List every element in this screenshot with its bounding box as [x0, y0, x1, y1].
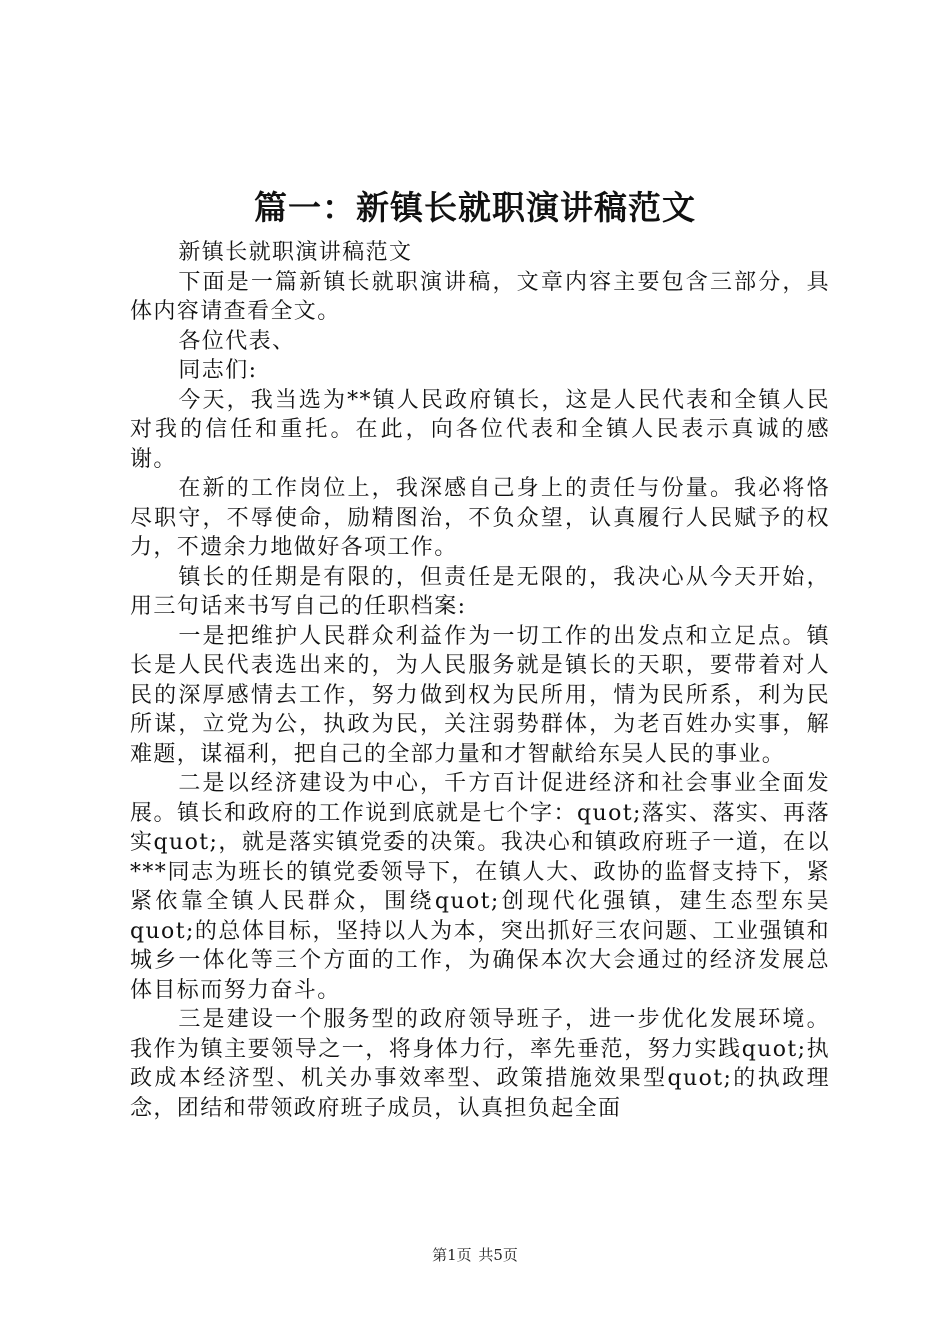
paragraph-point-one: 一是把维护人民群众利益作为一切工作的出发点和立足点。镇长是人民代表选出来的，为人民服务就是镇长的天职，要带着对人民的深厚感情去工作，努力做到权为民所用，情为民所系，利为民所谋，立党为公，执政为民，关注弱势群体，为老百姓办实事，解难题，谋福利，把自己的全部力量和才智献给东吴人民的事业。: [130, 623, 830, 767]
paragraph-subtitle: 新镇长就职演讲稿范文: [178, 240, 413, 265]
paragraph-salutation-1: 各位代表、: [178, 328, 296, 354]
paragraph-gratitude: 今天，我当选为**镇人民政府镇长，这是人民代表和全镇人民对我的信任和重托。在此，向各位代表和全镇人民表示真诚的感谢。: [130, 387, 830, 472]
paragraph-salutation-2: 同志们:: [178, 358, 258, 383]
page-number: 第1页: [432, 1246, 472, 1264]
paragraph-point-three: 三是建设一个服务型的政府领导班子，进一步优化发展环境。我作为镇主要领导之一，将身体力行，率先垂范，努力实践quot;执政成本经济型、机关办事效率型、政策措施效果型quot;的执政理念，团结和带领政府班子成员，认真担负起全面: [130, 1007, 830, 1121]
paragraph-point-two: 二是以经济建设为中心，千方百计促进经济和社会事业全面发展。镇长和政府的工作说到底就是七个字：quot;落实、落实、再落实quot;，就是落实镇党委的决策。我决心和镇政府班子一道，在以***同志为班长的镇党委领导下，在镇人大、政协的监督支持下，紧紧依靠全镇人民群众，围绕quot;创现代化强镇，建生态型东吴quot;的总体目标，坚持以人为本，突出抓好三农问题、工业强镇和城乡一体化等三个方面的工作，为确保本次大会通过的经济发展总体目标而努力奋斗。: [130, 771, 830, 1003]
paragraph-term: 镇长的任期是有限的，但责任是无限的，我决心从今天开始，用三句话来书写自己的任职档案:: [130, 564, 830, 619]
paragraph-responsibility: 在新的工作岗位上，我深感自己身上的责任与份量。我必将恪尽职守，不辱使命，励精图治，不负众望，认真履行人民赋予的权力，不遗余力地做好各项工作。: [130, 476, 830, 560]
page-footer: [0, 1245, 950, 1265]
document-title: 篇一：新镇长就职演讲稿范文: [254, 188, 696, 227]
document-body: [130, 238, 830, 1123]
paragraph-intro: 下面是一篇新镇长就职演讲稿，文章内容主要包含三部分，具体内容请查看全文。: [130, 269, 830, 324]
page-total: 共5页: [478, 1246, 518, 1264]
